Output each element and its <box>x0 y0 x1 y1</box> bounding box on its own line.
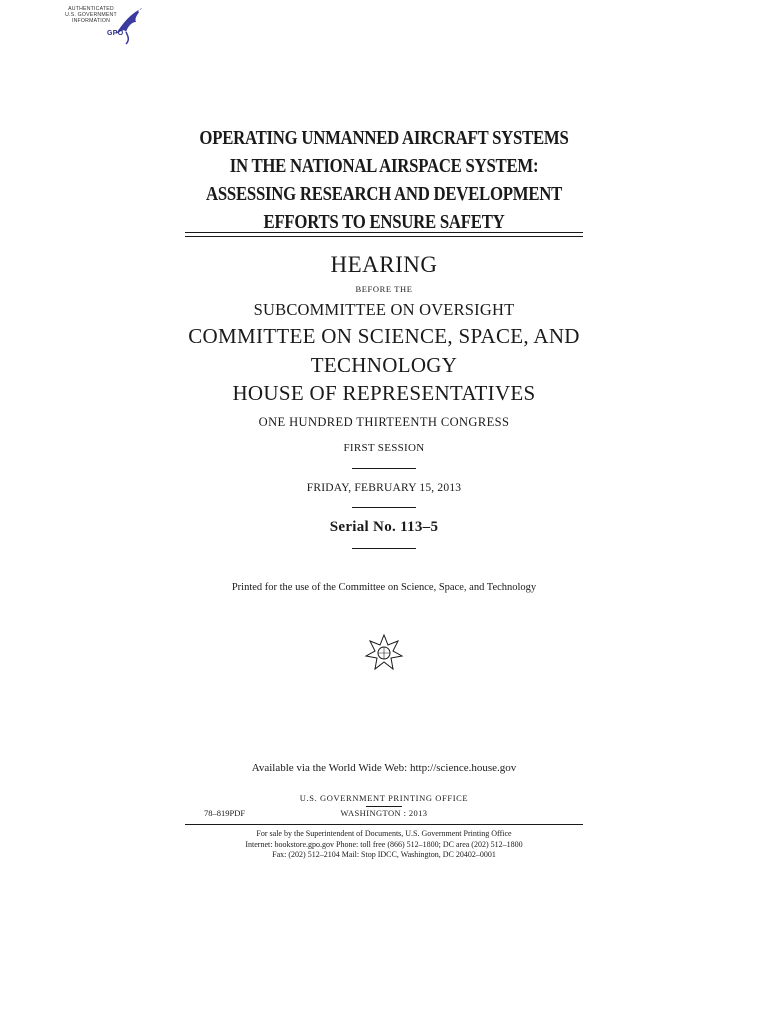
hearing-date: FRIDAY, FEBRUARY 15, 2013 <box>306 482 462 494</box>
sale-information <box>0 829 768 861</box>
office-rule <box>366 806 402 807</box>
sale-line: Internet: bookstore.gpo.gov Phone: toll free (866) 512–1800; DC area (202) 512–1800 <box>245 839 523 849</box>
session-label: FIRST SESSION <box>343 442 425 454</box>
committee-name <box>0 322 768 380</box>
printed-for-note: Printed for the use of the Committee on Science, Space, and Technology <box>231 582 537 593</box>
title-line: EFFORTS TO ENSURE SAFETY <box>263 212 505 233</box>
hearing-title <box>54 125 714 237</box>
chamber-name: HOUSE OF REPRESENTATIVES <box>232 381 536 405</box>
title-line: ASSESSING RESEARCH AND DEVELOPMENT <box>205 184 563 205</box>
committee-line: TECHNOLOGY <box>310 353 458 377</box>
logo-line: U.S. GOVERNMENT <box>65 12 117 18</box>
title-line: IN THE NATIONAL AIRSPACE SYSTEM: <box>229 156 539 177</box>
hearing-heading: HEARING <box>330 252 438 277</box>
congress-name: ONE HUNDRED THIRTEENTH CONGRESS <box>258 415 510 429</box>
divider-rule <box>352 507 416 508</box>
pdf-identifier: 78–819PDF <box>204 808 246 818</box>
gpo-mark: GPO <box>107 30 124 37</box>
logo-line: INFORMATION <box>71 18 111 24</box>
eagle-icon <box>112 4 148 46</box>
title-line: OPERATING UNMANNED AIRCRAFT SYSTEMS <box>199 128 569 149</box>
gpo-authentication-logo <box>60 4 150 48</box>
footer-rule <box>185 824 583 825</box>
printing-office: U.S. GOVERNMENT PRINTING OFFICE <box>299 793 469 803</box>
logo-line: AUTHENTICATED <box>68 6 114 12</box>
before-the-label: BEFORE THE <box>355 284 413 294</box>
committee-line: COMMITTEE ON SCIENCE, SPACE, AND <box>188 324 580 348</box>
city-year: WASHINGTON : 2013 <box>340 808 428 818</box>
divider-rule <box>352 548 416 549</box>
divider-rule <box>352 468 416 469</box>
congressional-seal-icon <box>363 632 405 674</box>
sale-line: For sale by the Superintendent of Documents, U.S. Government Printing Office <box>256 829 512 838</box>
web-availability: Available via the World Wide Web: http://science.house.gov <box>251 762 517 774</box>
title-double-rule <box>185 232 583 237</box>
subcommittee-name: SUBCOMMITTEE ON OVERSIGHT <box>253 300 515 319</box>
serial-number: Serial No. 113–5 <box>329 519 439 535</box>
sale-line: Fax: (202) 512–2104 Mail: Stop IDCC, Washington, DC 20402–0001 <box>272 850 496 859</box>
